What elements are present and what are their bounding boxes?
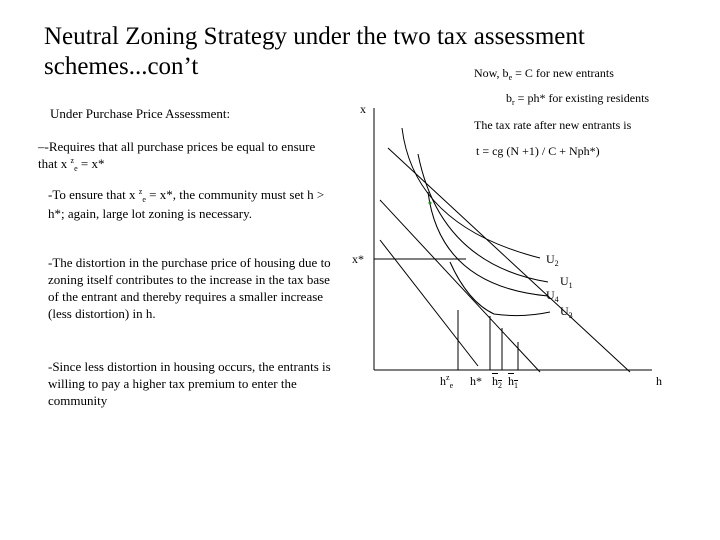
curve-label-u1: $U_1$ <box>560 274 573 290</box>
bullet-4: -Since less distortion in housing occurs, the entrants is willing to pay a higher tax premium to enter the community <box>48 359 331 408</box>
entrant-price-note: Now, $b_e = C$ for new entrants <box>474 66 614 82</box>
bullet-3: -The distortion in the purchase price of housing due to zoning itself contributes to the increase in the tax base of the entrant and thereby requires a smaller increase (less distortion) in h. <box>48 255 331 321</box>
curve-label-u2: $U_2$ <box>546 252 559 268</box>
y-axis-label: x <box>360 102 366 116</box>
tax-rate-formula: t = cg (N +1) / C + Nph*) <box>476 144 600 158</box>
y-tick-xstar: x* <box>352 252 364 266</box>
x-tick-hstar: h* <box>470 374 482 388</box>
x-tick-h1: $h_1$ <box>508 374 518 390</box>
tax-rate-note: The tax rate after new entrants is <box>474 118 632 132</box>
indifference-curve-u2 <box>402 128 540 258</box>
x-axis-label: h <box>656 374 662 388</box>
budget-line-mid <box>380 200 540 372</box>
slide-title-line2: schemes...con’t <box>44 53 199 80</box>
x-tick-hze: $h^z_e$ <box>440 373 454 390</box>
resident-price-note: $b_r = ph*$ for existing residents <box>506 91 650 107</box>
indifference-curve-u4 <box>428 192 548 296</box>
bullet-1: –-Requires that all purchase prices be equal to ensure that x $^z_e$ = x* <box>38 139 316 173</box>
bullet-2: -To ensure that x $^z_e$ = x*, the community must set h > h*; again, large lot zoning is necessary. <box>48 187 325 221</box>
x-tick-h2: $h_2$ <box>492 374 502 390</box>
curve-label-u4: $U_4$ <box>546 288 559 304</box>
curve-label-u3: $U_3$ <box>560 304 573 320</box>
indifference-curve-u1 <box>418 154 548 282</box>
section-heading: Under Purchase Price Assessment: <box>50 106 231 121</box>
slide-title-line1: Neutral Zoning Strategy under the two tax assessment <box>44 23 585 50</box>
indifference-curve-u3 <box>450 262 550 316</box>
tangency-point <box>429 202 432 205</box>
